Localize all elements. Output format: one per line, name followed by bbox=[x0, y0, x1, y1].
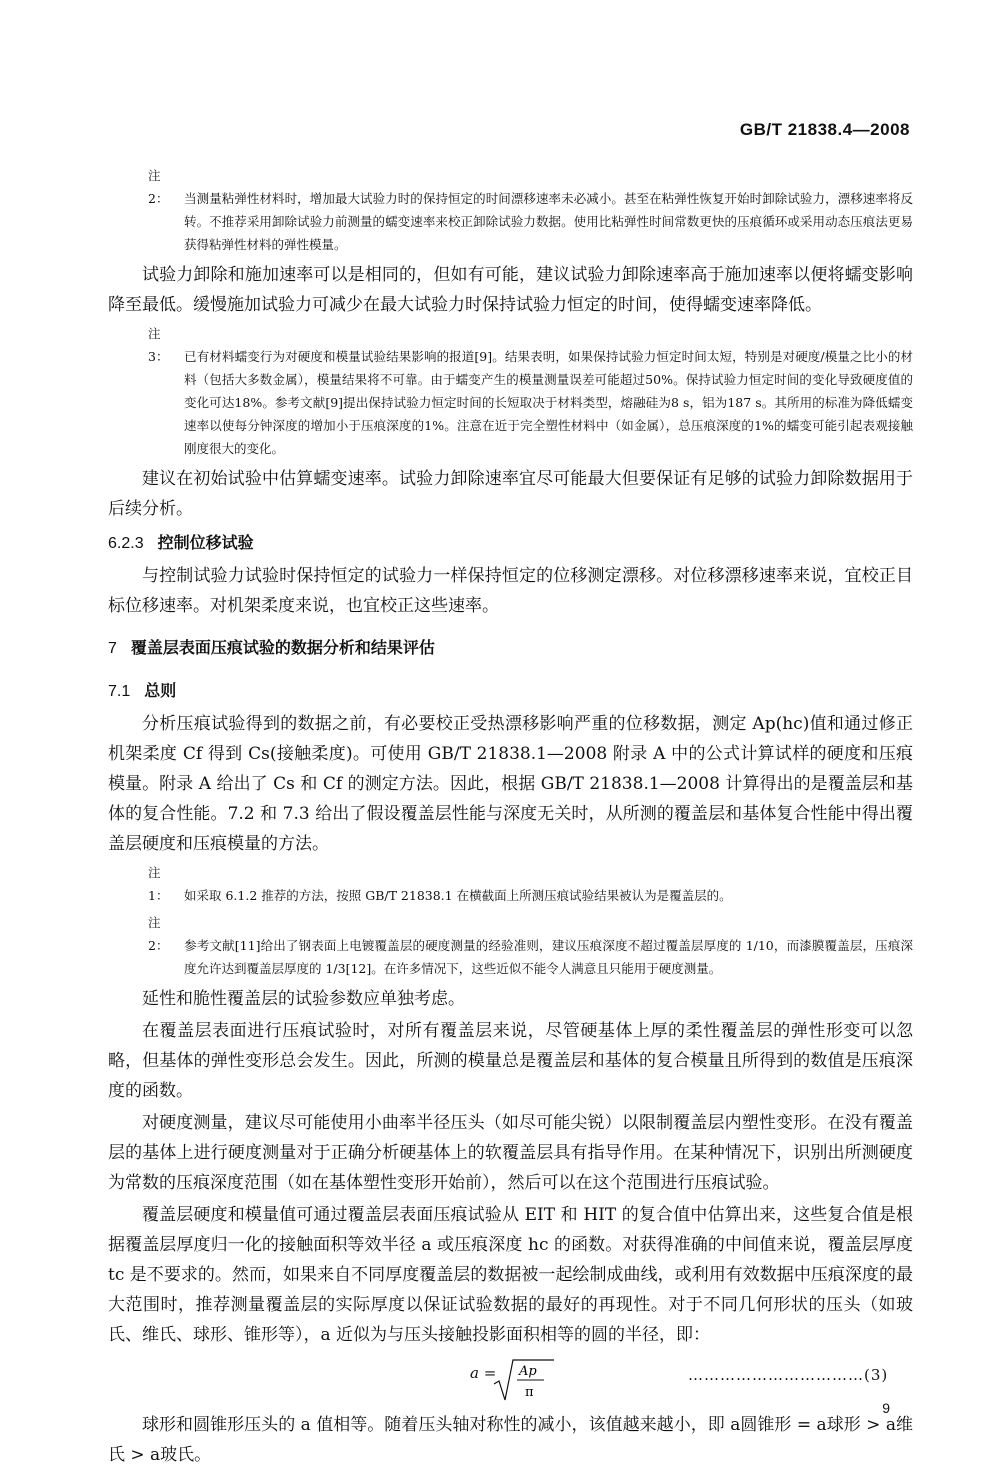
section-number: 7.1 bbox=[108, 683, 131, 700]
note-tag: 注 2： bbox=[148, 168, 169, 206]
paragraph-ductile-brittle: 延性和脆性覆盖层的试验参数应单独考虑。 bbox=[142, 989, 465, 1009]
section-title: 总则 bbox=[144, 683, 177, 700]
square-root-fraction bbox=[492, 1356, 562, 1406]
note-2-creep bbox=[108, 164, 913, 256]
fraction-denominator: π bbox=[525, 1385, 534, 1400]
note-1-cross-section bbox=[108, 861, 913, 907]
note-text: 已有材料蠕变行为对硬度和模量试验结果影响的报道[9]。结果表明，如果保持试验力恒定时间太短，特别是对硬度/模量之比小的材料（包括大多数金属），模量结果将不可靠。由于蠕变产生的模量测量误差可能超过50%。保持试验力恒定时间的变化导致硬度值的变化可达18%。参考文献[9]提出保持试验力恒定时间的长短取决于材料类型，熔融硅为8 s，铝为187 s。其所用的标准为降低蠕变速率以使每分钟深度的增加小于压痕深度的1%。注意在近于完全塑性材料中（如金属），总压痕深度的1%的蠕变可能引起表观接触刚度很大的变化。 bbox=[184, 349, 913, 456]
note-text: 当测量粘弹性材料时，增加最大试验力时的保持恒定的时间漂移速率未必减小。甚至在粘弹性恢复开始时卸除试验力，漂移速率将反转。不推荐采用卸除试验力前测量的蠕变速率来校正卸除试验力数据。使用比粘弹性时间常数更快的压痕循环或采用动态压痕法更易获得粘弹性材料的弹性模量。 bbox=[184, 191, 913, 252]
note-tag: 注 3： bbox=[148, 326, 169, 364]
section-heading-7 bbox=[108, 633, 913, 664]
paragraph-displacement-control: 与控制试验力试验时保持恒定的试验力一样保持恒定的位移测定漂移。对位移漂移速率来说，宜校正目标位移速率。对机架柔度来说，也宜校正这些速率。 bbox=[108, 566, 913, 616]
paragraph-substrate-deformation: 在覆盖层表面进行压痕试验时，对所有覆盖层来说，尽管硬基体上厚的柔性覆盖层的弹性形变可以忽略，但基体的弹性变形总会发生。因此，所测的模量总是覆盖层和基体的复合模量且所得到的数值是压痕深度的函数。 bbox=[108, 1021, 913, 1101]
paragraph-radius-comparison: 球形和圆锥形压头的 a 值相等。随着压头轴对称性的减小，该值越来越小，即 a圆锥形 = a球形 > a维氏 > a玻氏。 bbox=[108, 1415, 913, 1465]
standard-code-header: GB/T 21838.4—2008 bbox=[739, 120, 910, 139]
fraction-numerator: Ap bbox=[519, 1364, 537, 1379]
note-text: 如采取 6.1.2 推荐的方法，按照 GB/T 21838.1 在横截面上所测压痕试验结果被认为是覆盖层的。 bbox=[184, 888, 732, 903]
note-2-empirical-rule bbox=[108, 911, 913, 980]
section-number: 7 bbox=[108, 640, 117, 657]
note-tag: 注 1： bbox=[148, 865, 169, 903]
paragraph-estimate-creep: 建议在初始试验中估算蠕变速率。试验力卸除速率宜尽可能最大但要保证有足够的试验力卸除数据用于后续分析。 bbox=[108, 469, 913, 519]
formula-3 bbox=[108, 1356, 913, 1406]
paragraph-analysis-intro: 分析压痕试验得到的数据之前，有必要校正受热漂移影响严重的位移数据，测定 Ap(hc)值和通过修正机架柔度 Cf 得到 Cs(接触柔度)。可使用 GB/T 21838.1—2008 附录 A 中的公式计算试样的硬度和压痕模量。附录 A 给出了 Cs 和 Cf 的测定方法。因此，根据 GB/T 21838.1—2008 计算得出的是覆盖层和基体的复合性能。7.2 和 7.3 给出了假设覆盖层性能与深度无关时，从所测的覆盖层和基体复合性能中得出覆盖层硬度和压痕模量的方法。 bbox=[108, 714, 913, 854]
section-number: 6.2.3 bbox=[108, 535, 144, 552]
section-heading-7-1 bbox=[108, 676, 913, 707]
formula-number: ……………………………(3) bbox=[688, 1366, 889, 1384]
paragraph-unload-rate: 试验力卸除和施加速率可以是相同的，但如有可能，建议试验力卸除速率高于施加速率以便将蠕变影响降至最低。缓慢施加试验力可减少在最大试验力时保持试验力恒定的时间，使得蠕变速率降低。 bbox=[108, 265, 913, 315]
formula-lhs: a = bbox=[470, 1364, 497, 1382]
note-tag: 注 2： bbox=[148, 915, 169, 953]
note-3-creep-effect bbox=[108, 322, 913, 460]
section-heading-6-2-3 bbox=[108, 528, 913, 559]
page-number: 9 bbox=[882, 1400, 890, 1416]
section-title: 覆盖层表面压痕试验的数据分析和结果评估 bbox=[130, 640, 435, 657]
page-body bbox=[108, 162, 913, 1472]
section-title: 控制位移试验 bbox=[157, 535, 254, 552]
paragraph-hardness-measurement: 对硬度测量，建议尽可能使用小曲率半径压头（如尽可能尖锐）以限制覆盖层内塑性变形。在没有覆盖层的基体上进行硬度测量对于正确分析硬基体上的软覆盖层具有指导作用。在某种情况下，识别出所测硬度为常数的压痕深度范围（如在基体塑性变形开始前），然后可以在这个范围进行压痕试验。 bbox=[108, 1113, 913, 1193]
note-text: 参考文献[11]给出了钢表面上电镀覆盖层的硬度测量的经验准则，建议压痕深度不超过覆盖层厚度的 1/10，而漆膜覆盖层，压痕深度允许达到覆盖层厚度的 1/3[12]。在许多情况下，这些近似不能令人满意且只能用于硬度测量。 bbox=[184, 938, 913, 976]
paragraph-composite-values: 覆盖层硬度和模量值可通过覆盖层表面压痕试验从 EIT 和 HIT 的复合值中估算出来，这些复合值是根据覆盖层厚度归一化的接触面积等效半径 a 或压痕深度 hc 的函数。对获得准确的中间值来说，覆盖层厚度 tc 是不要求的。然而，如果来自不同厚度覆盖层的数据被一起绘制成曲线，或利用有效数据中压痕深度的最大范围时，推荐测量覆盖层的实际厚度以保证试验数据的最好的再现性。对于不同几何形状的压头（如玻氏、维氏、球形、锥形等），a 近似为与压头接触投影面积相等的圆的半径，即： bbox=[108, 1205, 913, 1345]
